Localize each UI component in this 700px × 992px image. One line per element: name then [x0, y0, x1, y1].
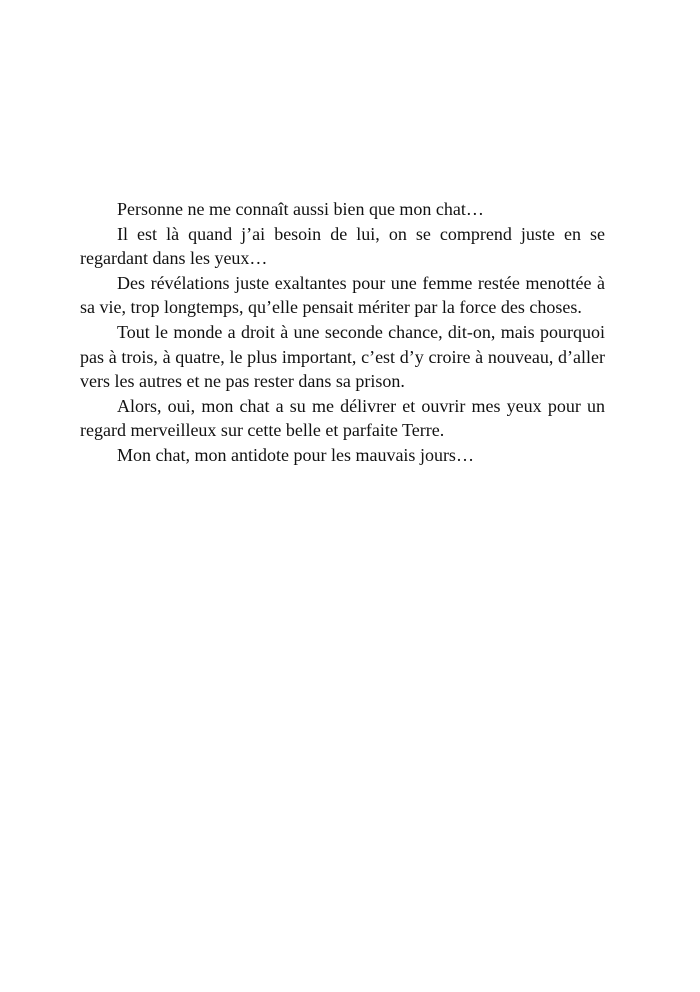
paragraph: Mon chat, mon antidote pour les mauvais jours… [117, 444, 474, 465]
paragraph: Tout le monde a droit à une seconde chance, dit-on, mais pourquoi pas à trois, à quatre, le plus important, c’est d’y croire à nouveau, d’aller vers les autres et ne pas rester dans sa prison. [80, 321, 605, 392]
paragraph: Alors, oui, mon chat a su me délivrer et ouvrir mes yeux pour un regard merveilleux sur cette belle et parfaite Terre. [80, 395, 605, 441]
paragraph: Des révélations juste exaltantes pour une femme restée menottée à sa vie, trop longtemps, qu’elle pensait mériter par la force des choses. [80, 272, 605, 318]
paragraph: Il est là quand j’ai besoin de lui, on se comprend juste en se regardant dans les yeux… [80, 223, 605, 269]
paragraph: Personne ne me connaît aussi bien que mon chat… [117, 199, 484, 219]
body-text [80, 197, 605, 468]
